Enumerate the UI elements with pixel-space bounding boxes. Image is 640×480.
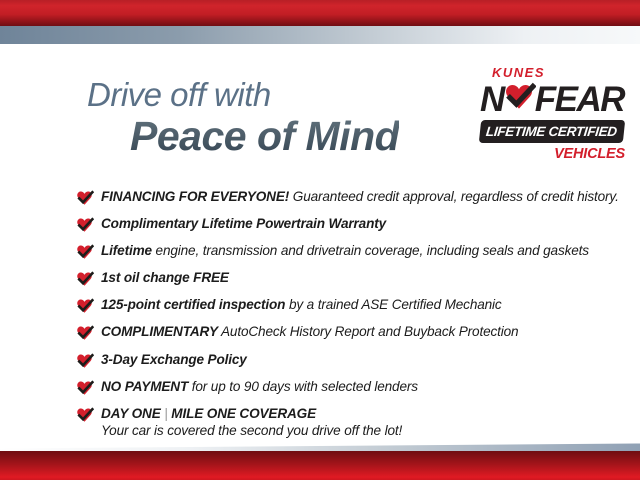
top-red-bar [0,0,640,26]
headline-line2: Peace of Mind [130,113,400,159]
benefit-rest-text: Guaranteed credit approval, regardless of credit history. [289,189,619,204]
heart-check-icon [75,190,94,211]
headline-line1: Drive off with [87,76,271,113]
logo-banner: LIFETIME CERTIFIED [479,120,625,143]
logo-brand-text: KUNES [492,65,546,80]
benefit-text [101,325,518,340]
bottom-red-bar [0,451,640,480]
headline [87,76,399,158]
benefit-bold-text: Complimentary Lifetime Powertrain Warranty [101,216,387,232]
heart-check-icon [75,271,94,292]
benefit-rest-text: by a trained ASE Certified Mechanic [285,297,502,313]
benefit-separator: | [160,405,172,421]
heart-check-icon [75,325,94,346]
kunes-no-fear-logo [480,66,628,162]
benefit-rest-text: for up to 90 days with selected lenders [188,378,418,394]
benefit-rest-text: engine, transmission and drivetrain coverage, including seals and gaskets [151,243,589,259]
logo-no-fear-wordmark [480,81,628,118]
top-slate-gradient-bar [0,26,640,44]
benefit-bold-text: 125-point certified inspection [101,297,286,313]
benefit-bold-text: 3-Day Exchange Policy [101,351,247,367]
heart-check-icon [75,244,94,265]
benefit-bold-text: COMPLIMENTARY [101,324,218,340]
benefit-item [75,217,627,238]
benefit-text [101,190,619,205]
benefit-rest-text: AutoCheck History Report and Buyback Protection [217,324,519,340]
benefit-subline: Your car is covered the second you drive off the lot! [101,423,403,439]
heart-check-icon [75,380,94,401]
benefit-item [75,190,627,211]
heart-check-icon [75,353,94,374]
benefit-item [75,244,627,265]
benefit-text [101,244,589,259]
benefit-item [75,407,627,439]
heart-check-icon [75,298,94,319]
logo-word-fear: FEAR [534,79,625,119]
benefits-list [75,190,627,445]
benefit-bold-text: Lifetime [101,243,152,259]
benefit-text [101,407,402,439]
logo-letter-n: N [480,79,504,119]
benefit-bold-text: FINANCING FOR EVERYONE! [101,189,290,204]
benefit-bold-text: NO PAYMENT [101,378,189,394]
benefit-item [75,353,627,374]
benefit-text [101,271,229,286]
heart-check-icon [502,82,536,119]
benefit-item [75,325,627,346]
benefit-text [101,298,502,313]
benefit-bold-text: DAY ONE [101,405,161,421]
heart-check-icon [75,407,94,428]
benefit-item [75,298,627,319]
benefit-text [101,380,418,395]
benefit-item [75,271,627,292]
logo-tagline: VEHICLES [554,146,625,162]
benefit-text [101,217,386,232]
heart-check-icon [75,217,94,238]
benefit-bold-text: 1st oil change FREE [101,270,229,286]
benefit-bold-text-2: MILE ONE COVERAGE [171,405,317,421]
benefit-text [101,353,247,368]
benefit-item [75,380,627,401]
